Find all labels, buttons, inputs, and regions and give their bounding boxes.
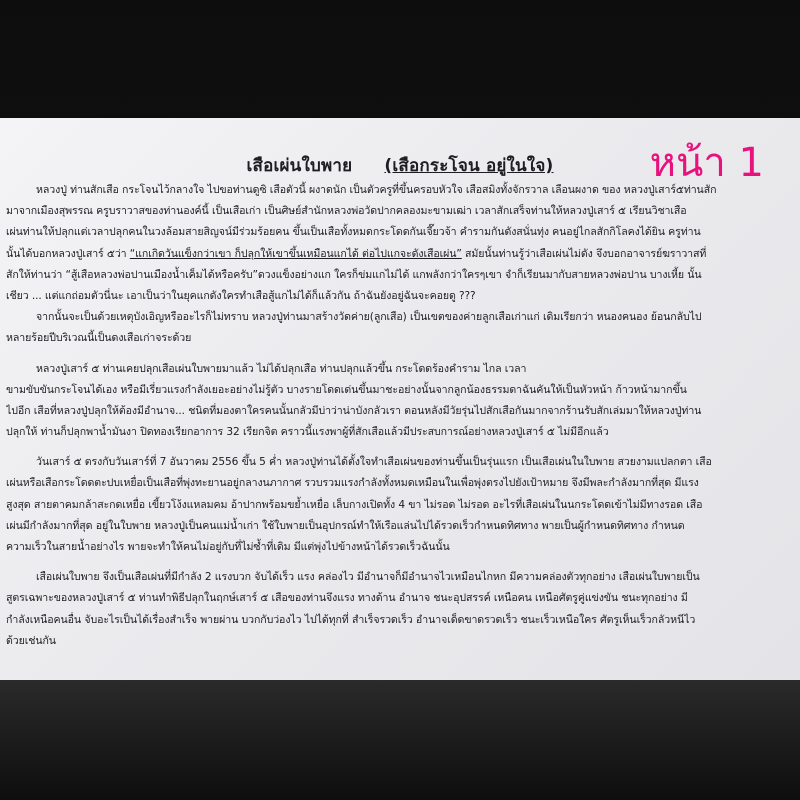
title-main: เสือเผ่นใบพาย <box>246 156 353 176</box>
document-title <box>0 152 800 179</box>
paragraph-line: ด้วยเช่นกัน <box>6 634 56 647</box>
page-number-mark: หน้า 1 <box>649 140 764 186</box>
paragraph-line: เชียว ... แต่แกถ่อมตัวนี่นะ เอาเป็นว่าในยุคแกดังใครทำเสือสู้แกไม่ได้ก็แล้วกัน ถ้าฉันยังอยู่ฉันจะคอยดู ??? <box>6 289 476 302</box>
underlined-quote: “แกเกิดวันแข็งกว่าเขา ก็ปลุกให้เขาขึ้นเหมือนแกได้ ต่อไปแกจะดังเสือเผ่น” <box>129 247 462 260</box>
paragraph-line: เผ่นหรือเสือกระโดดตะปบเหยื่อเป็นเสือที่พุ่งทะยานอยู่กลางนภากาศ รวบรวมแรงกำลังทั้งหมดเหมือนในเพื่อพุ่งตรงไปยังเป้าหมาย จึงมีพละกำลังมากที่สุด มีแรง <box>6 477 699 490</box>
paragraph-line: วันเสาร์ ๕ ตรงกับวันเสาร์ที่ 7 อันวาคม 2556 ขึ้น 5 ค่ำ หลวงปู่ท่านได้ตั้งใจทำเสือเผ่นของท่านขึ้นเป็นรุ่นแรก เป็นเสือเผ่นในใบพาย สวยงามแปลกตา เสือ <box>36 456 712 469</box>
paragraph-line: หลวงปู่เสาร์ ๕ ท่านเคยปลุกเสือเผ่นใบพายมาแล้ว ไม่ได้ปลุกเสือ ท่านปลุกแล้วขึ้น กระโดดร้องคำราม ไกล เวลา <box>36 362 527 375</box>
paragraph-line: ปลุกให้ ท่านก็ปลุกพาน้ำมันงา ปิดทองเรียกอาการ 32 เรียกจิต คราวนี้แรงพาผู้ที่สักเสือแล้วมีประสบการณ์อย่างหลวงปู่เสาร์ ๕ ไม่มีอีกแล้ว <box>6 426 609 439</box>
paragraph-text: สมัยนั้นท่านรู้ว่าเสือเผ่นไม่ดัง จึงบอกอาจารย์ฆราวาสที่ <box>461 247 707 260</box>
paragraph-text: นั้นได้บอกหลวงปู่เสาร์ ๕ว่า <box>6 247 130 260</box>
paragraph-line <box>6 244 794 265</box>
document-page <box>0 118 800 680</box>
paragraph-line: เผ่นท่านให้ปลุกแต่เวลาปลุกคนในวงล้อมสายสิญจน์มีร่วมร้อยคน ขึ้นเป็นเสือทั้งหมดกระโดดกันเจี๊ยวจ้า คำรามกันดังสนั่นทุ่ง คนอยู่ไกลสักกิโลคงได้ยิน ครูท่าน <box>6 226 701 239</box>
title-subtitle: (เสือกระโจน อยู่ในใจ) <box>384 156 554 176</box>
paragraph-line: ขามขับขันกระโจนได้เอง หรือมีเรี่ยวแรงกำลังเยอะอย่างไม่รู้ตัว บางรายโดดเด่นขึ้นมาชะอย่างนั้นจากลูกน้องธรรมดาฉันคันให้เป็นหัวหน้า ก้าวหน้ามากขึ้น <box>6 383 687 396</box>
paragraph-line: ไปอีก เสือที่หลวงปู่ปลุกให้ต้องมีอำนาจ... ชนิดที่มองตาใครคนนั้นกลัวมีบ่าว่าน่าบังกลัวเรา ตอนหลังมีวัยรุ่นไปสักเสือกันมากจากร้านรับสักเล่มมาให้หลวงปู่ท่าน <box>6 404 702 417</box>
paragraph-line: กำลังเหนือคนอื่น จับอะไรเป็นได้เรื่องสำเร็จ พายผ่าน บวกกับว่องไว ไปได้ทุกที่ สำเร็จรวดเร็ว อำนาจเด็ดขาดรวดเร็ว ชนะเร็วเหนือใคร ศัตรูเห็นเร็วกลัวหนีไว <box>6 613 696 626</box>
paragraph-line: มาจากเมืองสุพรรณ ครูบราวาสของท่านองค์นี้ เป็นเสือเก่า เป็นศิษย์สำนักหลวงพ่อวัดปากคลองมะขามเฒ่า เวลาสักเสร็จท่านให้หลวงปู่เสาร์ ๕ เรียนวิชาเสือ <box>6 205 687 218</box>
document-body <box>6 180 794 652</box>
paragraph-line: เสือเผ่นใบพาย จึงเป็นเสือเผ่นที่มีกำลัง 2 แรงบวก จับได้เร็ว แรง คล่องไว มีอำนาจก็มีอำนาจไวเหมือนไกหก มีความคล่องตัวทุกอย่าง เสือเผ่นใบพายเป็น <box>36 571 700 584</box>
paragraph-line: หลวงปู่ ท่านสักเสือ กระโจนไว้กลางใจ ไปขอท่านดูซิ เสือตัวนี้ ผงาดนัก เป็นตัวครูที่ขึ้นครอบหัวใจ เสือสมิงทั้งจักรวาล เลือนผงาด ของ หลวงปู่เสาร์๕ท่านสัก <box>36 184 717 196</box>
background-surface <box>0 680 800 800</box>
paragraph-line: สูงสุด สายตาคมกล้าสะกดเหยื่อ เขี้ยวโง้งแหลมคม อ้าปากพร้อมขย้ำเหยื่อ เล็บกางเปิดทั้ง 4 ขา ไม่รอด ไม่รอด อะไรที่เสือเผ่นในนกระโดดเข้าไม่มีทางรอด เสือ <box>6 498 703 511</box>
paragraph-line: สูตรเฉพาะของหลวงปู่เสาร์ ๕ ท่านทำพิธีปลุกในฤกษ์เสาร์ ๕ เสือของท่านจึงแรง ทางด้าน อำนาจ ชนะอุปสรรค์ เหนือคน เหนือศัตรูคู่แข่งขัน ชนะทุกอย่าง มี <box>6 592 688 605</box>
paragraph-line: จากนั้นจะเป็นด้วยเหตุบังเอิญหรืออะไรก็ไม่ทราบ หลวงปู่ท่านมาสร้างวัดค่าย(ลูกเสือ) เป็นเขตของค่ายลูกเสือเก่าแก่ เดิมเรียกว่า หนองคนอง ย้อนกลับไป <box>36 311 702 324</box>
paragraph-line: สักให้ท่านว่า “สู้เสือหลวงพ่อปานเมืองน้ำเค็มได้หรือครับ”ดวงแข็งอย่างแก ใครก็ข่มแกไม่ได้ แกพลังกว่าใครๆเขา จำก็เรียนมากับสายหลวงพ่อปาน บางเหี้ย นั้น <box>6 268 702 281</box>
paragraph-line: เผ่นมีกำลังมากที่สุด อยู่ในใบพาย หลวงปู่เป็นคนแม่น้ำเก่า ใช้ใบพายเป็นอุปกรณ์ทำให้เรือแล่นไปได้รวดเร็วกำหนดทิศทาง พายเป็นผู้กำหนดทิศทาง กำหนด <box>6 519 685 532</box>
paragraph-line: ความเร็วในสายน้ำอย่างไร พายจะทำให้คนไม่อยู่กับที่ไม่ซ้ำที่เดิม มีแต่พุ่งไปข้างหน้าได้รวดเร็วฉันนั้น <box>6 541 450 553</box>
paragraph-line: หลายร้อยปีบริเวณนี้เป็นดงเสือเก่าจระด้วย <box>6 332 192 345</box>
